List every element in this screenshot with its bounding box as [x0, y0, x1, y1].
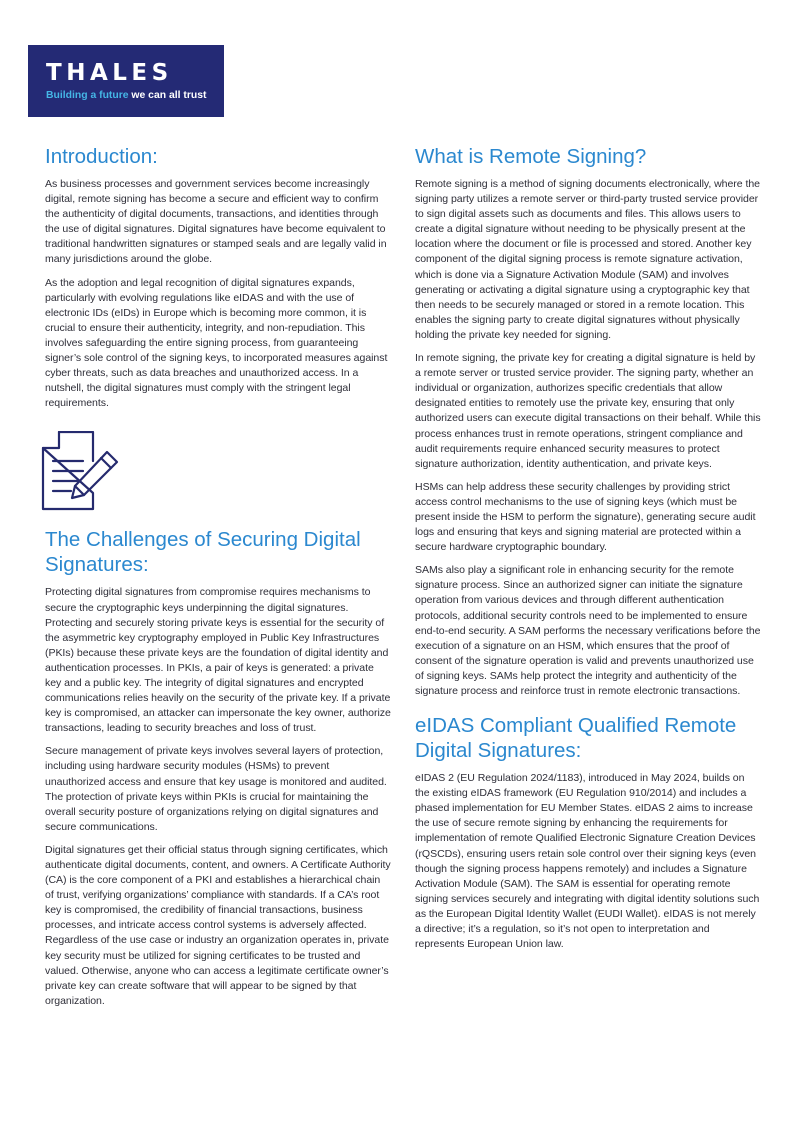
remote-signing-paragraph-4: SAMs also play a significant role in enhancing security for the remote signature process. Since an authorized signer can initiate the signature operation from various devices and through different authentication protocols, additional security controls need to be implemented to ensure end-to-end security. A SAM performs the necessary verifications before the execution of a signature on an HSM, which ensures that the proof of consent of the signature operation is valid and prevents unauthorized use of signing keys. SAMs help protect the integrity and authenticity of the signature process and reinforce trust in remote electronic transactions. [415, 564, 761, 697]
challenges-paragraph-2: Secure management of private keys involves several layers of protection, including using hardware security modules (HSMs) to prevent unauthorized access and ensure that key usage is monitored and audited. The protection of private keys within PKIs is crucial for maintaining the overall security posture of organizations relying on digital signatures and secure communications. [45, 745, 387, 833]
thales-logo: THALES [46, 60, 173, 86]
eidas-paragraph-1: eIDAS 2 (EU Regulation 2024/1183), introduced in May 2024, builds on the existing eIDAS framework (EU Regulation 910/2014) and includes a phased implementation for EU Member States. eIDAS 2 aims to increase the use of secure remote signing by enhancing the requirements for implementation of remote Qualified Electronic Signature Creation Devices (rQSCDs), ensuring users retain sole control over their signing keys (even though the signing process happens remotely) and includes a Signature Activation Module (SAM). The SAM is essential for operating remote signing services securely and integrating with digital identity solutions such as the European Digital Identity Wallet (EUDI Wallet). eIDAS is not merely a directive; it’s a regulation, so it’s not open to interpretation and represents European Union law. [415, 772, 760, 951]
remote-signing-paragraph-3: HSMs can help address these security challenges by providing strict access control mechanisms to the use of signing keys (which must be present inside the HSM to perform the signature), generating secure audit logs and ensuring that keys and signing material are protected within a secure hardware cryptographic boundary. [415, 480, 756, 554]
challenges-paragraph-3: Digital signatures get their official status through signing certificates, which authenticate digital documents, content, and owners. A Certificate Authority (CA) is the core component of a PKI and establishes a hierarchical chain of trust, verifying organizations’ compliance with standards. If a CA’s root key is compromised, the credibility of financial transactions, business processes, and intricate access control systems is adversely affected. Regardless of the use case or industry an organization operates in, private key security must be utilized for signing certificates to be trusted and valued. Otherwise, anyone who can access a legitimate certificate owner’s private key can create software that will appear to be signed by that organization. [45, 843, 391, 1007]
remote-signing-heading: What is Remote Signing? [415, 145, 647, 168]
tagline-accent: Building a future [46, 90, 129, 101]
left-column [45, 144, 391, 1009]
eidas-heading: eIDAS Compliant Qualified Remote Digital Signatures: [415, 714, 737, 763]
introduction-paragraph-2: As the adoption and legal recognition of digital signatures expands, particularly with evolving regulations like eIDAS and with the use of electronic IDs (eIDs) in Europe which is becoming more common, it is crucial to ensure their authenticity, integrity, and non-repudiation. This involves safeguarding the entire signing process, from guaranteeing signer’s sole control of the signing keys, to incorporated measures against cyber threats, such as data breaches and unauthorized access. In a nutshell, the digital signatures must comply with the stringent legal requirements. [45, 276, 388, 410]
tagline-rest: we can all trust [128, 90, 207, 101]
brand-tagline [46, 91, 207, 101]
challenges-paragraph-1: Protecting digital signatures from compromise requires mechanisms to secure the cryptographic keys underpinning the digital signatures. Protecting and securely storing private keys is essential for the security of the asymmetric key cryptography employed in Public Key Infrastructures (PKIs) because these private keys are the foundation of digital identity and authentication processes. In PKIs, a pair of keys is generated: a private key and a public key. The integrity of digital signatures and encrypted communications relies heavily on the security of the private key. If a private key is compromised, an attacker can impersonate the key owner, authorize transactions, leading to security breaches and loss of trust. [45, 586, 391, 735]
right-column [415, 144, 761, 952]
introduction-heading: Introduction: [45, 145, 158, 168]
challenges-heading: The Challenges of Securing Digital Signatures: [45, 528, 361, 577]
document-pen-icon [35, 431, 121, 513]
remote-signing-paragraph-2: In remote signing, the private key for creating a digital signature is held by a remote server or trusted service provider. The signing party, whether an individual or organization, authorizes specific credentials that allow designated entities to remotely use the private key, ensuring that only authorized users can execute digital transactions on their behalf. While this process enhances trust in remote operations, stringent compliance and audit requirements require enhanced security measures to protect signature authorization, identity authentication, and private keys. [415, 352, 761, 470]
introduction-paragraph-1: As business processes and government services become increasingly digital, remote signing has become a secure and efficient way to confirm the authenticity of digital documents, transactions, and identities through the use of digital signatures. Digital signatures have become equivalent to traditional handwritten signatures or stamped seals and are legally valid in many jurisdictions around the globe. [45, 178, 387, 266]
remote-signing-paragraph-1: Remote signing is a method of signing documents electronically, where the signing party utilizes a remote server or third-party trusted service provider to sign digital assets such as documents and files. This allows users to create a digital signature without needing to be physically present at the location where the document or file is processed and stored. Another key component of the digital signing process is remote signature activation, which is done via a Signature Activation Module (SAM) and involves generating or activating a digital signature using a cryptographic key that then needs to be securely managed or stored in a remote location. This enables the signing party to create digital signatures without physically holding the private key needed for signing. [415, 178, 760, 341]
brand-header [28, 45, 224, 117]
